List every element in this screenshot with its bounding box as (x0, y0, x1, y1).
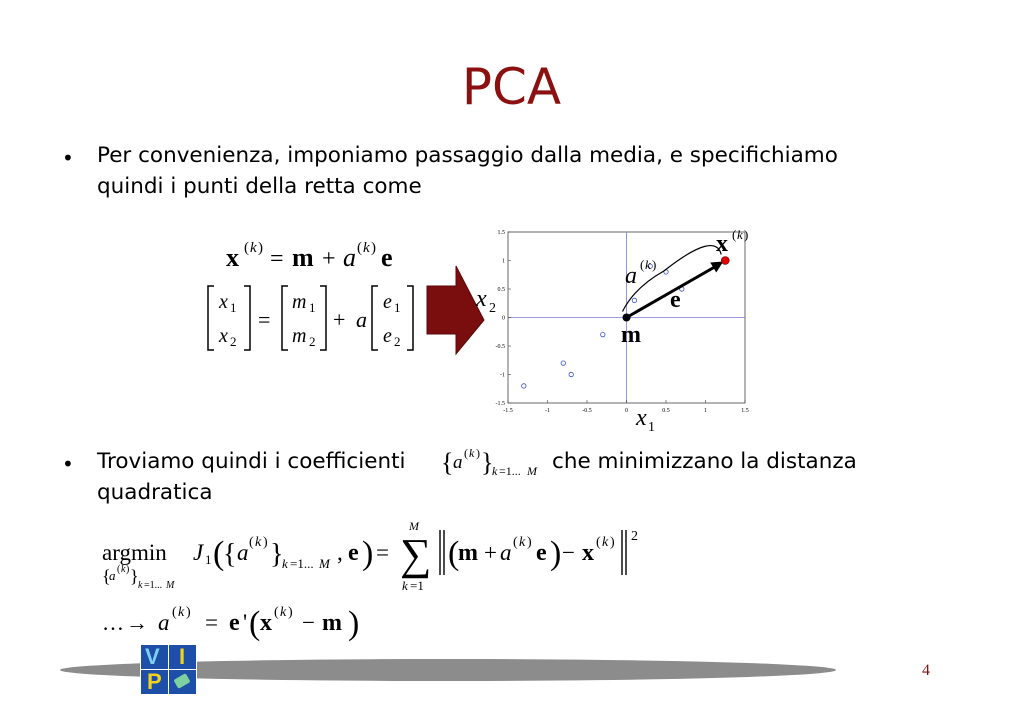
svg-text:a: a (453, 452, 463, 473)
svg-text:−: − (302, 610, 315, 635)
svg-text:J: J (193, 540, 204, 565)
svg-text:=1...: =1... (290, 556, 314, 571)
svg-text:k: k (402, 578, 408, 593)
bullet-marker-2: • (62, 452, 74, 476)
svg-text:e: e (383, 291, 392, 313)
svg-text:k: k (363, 240, 370, 256)
y-tick-label: 0.5 (497, 287, 505, 293)
svg-text:M: M (319, 556, 330, 571)
svg-text:): ) (186, 605, 191, 620)
bullet-2-line-2: quadratica (97, 480, 213, 505)
svg-text:): ) (263, 535, 268, 550)
svg-text:{: { (441, 448, 454, 477)
svg-text:x: x (219, 325, 228, 347)
svg-text:(: ( (117, 564, 121, 575)
svg-text:=1...: =1... (499, 464, 521, 478)
bullet-1-line-1: Per convenienza, imponiamo passaggio dalla media, e specifichiamo (97, 143, 838, 168)
svg-text:2: 2 (394, 334, 401, 349)
x-tick-label: 0.5 (662, 408, 670, 414)
y-tick-label: 0 (502, 315, 505, 322)
svg-text:2: 2 (309, 334, 316, 349)
x-tick-label: 1 (704, 408, 707, 414)
svg-text:): ) (527, 535, 532, 550)
y-axis-label-subscript: 2 (489, 301, 496, 316)
annotation-x-k-index: k (737, 227, 743, 242)
svg-text:): ) (476, 446, 480, 460)
annotation-a-k-paren: ( (640, 257, 645, 272)
x-tick-label: -1.5 (503, 408, 513, 414)
svg-text:(: ( (213, 535, 225, 572)
y-tick-label: -0.5 (495, 344, 505, 350)
x-axis-label: x (636, 405, 647, 431)
svg-text:): ) (371, 240, 376, 256)
svg-text:(: ( (464, 446, 468, 460)
svg-text:a: a (500, 540, 512, 565)
svg-text:e: e (536, 540, 547, 566)
annotation-a-k-paren: ) (652, 257, 657, 272)
svg-text:k: k (255, 535, 262, 550)
svg-text:k: k (178, 605, 185, 620)
svg-text:a: a (356, 307, 367, 332)
svg-text:): ) (348, 605, 360, 642)
svg-text:(: ( (249, 535, 254, 550)
svg-text:}: } (130, 566, 139, 586)
svg-text:(: ( (249, 605, 261, 642)
svg-text:k: k (121, 564, 126, 575)
svg-text:): ) (550, 535, 562, 572)
svg-text:k: k (492, 464, 498, 478)
y-tick-label: -1 (500, 372, 505, 379)
svg-text:+: + (484, 540, 497, 565)
annotation-x-k-paren: ) (744, 227, 749, 242)
svg-text:argmin: argmin (102, 540, 167, 565)
svg-text:): ) (126, 564, 130, 575)
bullet-2-line-1a: Troviamo quindi i coefficienti (97, 449, 406, 474)
svg-text:=: = (205, 610, 218, 635)
svg-text:m: m (322, 610, 342, 636)
svg-text:(: ( (244, 240, 249, 256)
svg-text:e: e (229, 610, 240, 636)
svg-text:a: a (158, 610, 170, 635)
svg-text:e: e (348, 540, 359, 566)
annotation-x-k-paren: ( (732, 227, 737, 242)
svg-text:M: M (527, 464, 537, 478)
svg-text:): ) (288, 605, 293, 620)
svg-text:(: ( (172, 605, 177, 620)
bullet-2-line-1b: che minimizzano la distanza (552, 449, 857, 474)
svg-text:=1...: =1... (144, 580, 163, 591)
x-tick-label: 0 (625, 408, 628, 414)
svg-text:x: x (219, 291, 228, 313)
svg-text:x: x (226, 243, 239, 272)
x-tick-label: -1 (545, 408, 550, 414)
svg-text:x: x (582, 540, 594, 566)
x-tick-label: -0.5 (582, 408, 592, 414)
svg-text:x: x (260, 610, 272, 636)
logo-tile-shape (168, 669, 197, 695)
svg-text:): ) (610, 535, 615, 550)
logo-tile-p: P (140, 669, 169, 695)
svg-text:→: → (126, 610, 148, 635)
svg-text:{: { (102, 566, 111, 586)
x-tick-label: 1.5 (741, 408, 749, 414)
svg-text:a: a (343, 243, 356, 272)
svg-text:=: = (270, 246, 284, 272)
svg-text:e: e (383, 325, 392, 347)
y-tick-label: -1.5 (495, 401, 505, 407)
annotation-e: e (670, 287, 681, 313)
svg-text:k: k (602, 535, 609, 550)
slide-title: PCA (461, 58, 562, 116)
svg-text:∑: ∑ (400, 530, 432, 579)
svg-text:}: } (481, 448, 494, 477)
svg-text:): ) (258, 240, 263, 256)
annotation-a-k-index: k (645, 257, 651, 272)
svg-text:1: 1 (309, 300, 316, 315)
svg-text:e: e (381, 243, 393, 272)
svg-text:{: { (223, 539, 237, 570)
svg-text:': ' (243, 610, 248, 635)
svg-text:(: ( (596, 535, 601, 550)
logo-tile-v: V (140, 644, 169, 670)
svg-text:m: m (292, 291, 307, 313)
annotation-a-k: a (625, 263, 637, 289)
svg-text:M: M (166, 580, 175, 591)
svg-text:2: 2 (631, 529, 638, 544)
svg-text:k: k (280, 605, 287, 620)
svg-text:(: ( (513, 535, 518, 550)
svg-text:1: 1 (230, 300, 237, 315)
svg-text:k: k (469, 446, 475, 460)
svg-text:1: 1 (394, 300, 401, 315)
svg-text:(: ( (357, 240, 362, 256)
svg-text:a: a (237, 540, 249, 565)
svg-text:−: − (562, 540, 575, 565)
svg-text:M: M (409, 519, 419, 533)
annotation-m: m (621, 322, 641, 348)
y-tick-label: 1 (502, 258, 505, 265)
bullet-1-line-2: quindi i punti della retta come (97, 174, 422, 199)
svg-text:m: m (292, 325, 307, 347)
svg-text:=: = (258, 307, 271, 332)
svg-text:+: + (322, 246, 336, 272)
logo-tile-i: I (168, 644, 197, 670)
svg-text:m: m (458, 540, 478, 566)
y-axis-label: x (476, 286, 487, 312)
svg-text:): ) (362, 535, 374, 572)
svg-text:k: k (282, 556, 288, 571)
svg-text:k: k (250, 240, 257, 256)
svg-text:m: m (292, 243, 314, 272)
y-tick-label: 1.5 (497, 230, 505, 236)
svg-text:=: = (376, 540, 389, 565)
x-axis-label-subscript: 1 (648, 420, 655, 435)
vip-logo (140, 644, 196, 694)
svg-text:(: ( (274, 605, 279, 620)
svg-text:k: k (138, 580, 143, 591)
svg-text:…: … (102, 610, 124, 635)
svg-text:}: } (270, 539, 284, 570)
svg-text:+: + (333, 307, 346, 332)
svg-text:k: k (519, 535, 526, 550)
page-number: 4 (922, 662, 930, 679)
annotation-x-k: x (716, 231, 728, 257)
svg-text:2: 2 (230, 334, 237, 349)
svg-text:1: 1 (205, 552, 212, 567)
bullet-marker-1: • (62, 146, 74, 170)
svg-text:a: a (109, 568, 116, 583)
svg-text:,: , (337, 540, 343, 565)
svg-text:=1: =1 (410, 578, 424, 593)
svg-text:(: ( (448, 535, 460, 572)
